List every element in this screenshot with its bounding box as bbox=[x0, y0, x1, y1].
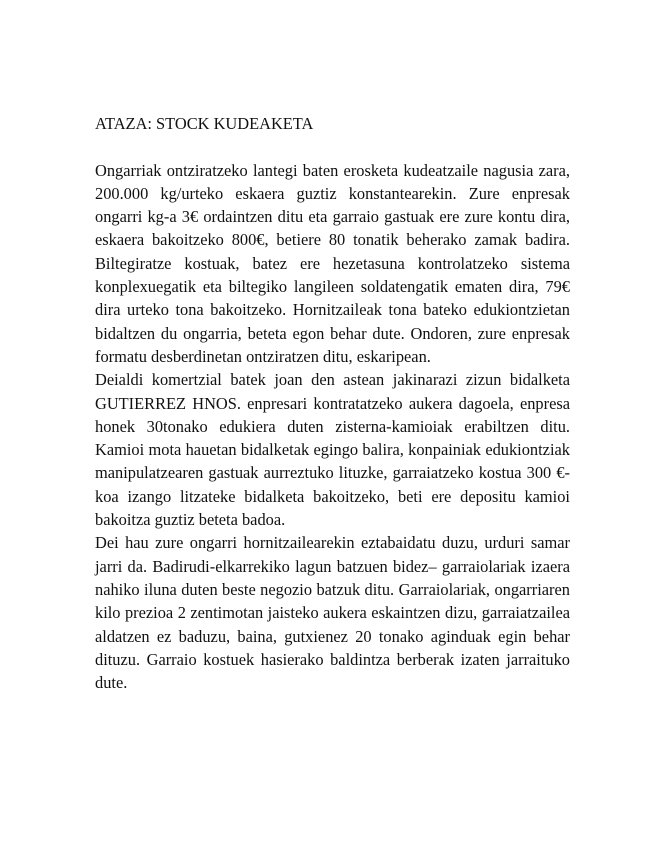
paragraph-transport-offer: Deialdi komertzial batek joan den astean jakinarazi zizun bidalketa GUTIERREZ HNOS. enpresari kontratatzeko aukera dagoela, enpresa honek 30tonako edukiera duten zisterna-kamioiak erabiltzen ditu. Kamioi mota hauetan bidalketak egingo balira, konpainiak edukiontziak manipulatzearen gastuak aurreztuko lituzke, garraiatzeko kostua 300 €-koa izango litzateke bidalketa bakoitzeko, beti ere depositu kamioi bakoitza guztiz beteta badoa. bbox=[95, 370, 570, 530]
paragraph-fertilizer-purchasing: Ongarriak ontziratzeko lantegi baten erosketa kudeatzaile nagusia zara, 200.000 kg/urteko eskaera guztiz konstantearekin. Zure enpresak ongarri kg-a 3€ ordaintzen ditu eta garraio gastuak ere zure kontu dira, eskaera bakoitzeko 800€, betiere 80 tonatik beherako zamak badira. Biltegiratze kostuak, batez ere hezetasuna kontrolatzeko sistema konplexuegatik eta biltegiko langileen soldatengatik ematen dira, 79€ dira urteko tona bakoitzeko. Hornitzaileak tona bateko edukiontzietan bidaltzen du ongarria, beteta egon behar dute. Ondoren, zure enpresak formatu desberdinetan ontziratzen ditu, eskaripean. bbox=[95, 160, 570, 366]
document-title: ATAZA: STOCK KUDEAKETA bbox=[95, 114, 314, 133]
paragraph-supplier-discount: Dei hau zure ongarri hornitzailearekin eztabaidatu duzu, urduri samar jarri da. Badirudi-elkarrekiko lagun batzuen bidez– garraiolariak izaera nahiko iluna duten beste negozio batzuk ditu. Garraiolariak, ongarriaren kilo prezioa 2 zentimotan jaisteko aukera eskaintzen dizu, garraiatzailea aldatzen ez baduzu, baina, gutxienez 20 tonako aginduak egin behar dituzu. Garraio kostuek hasierako baldintza berberak izaten jarraituko dute. bbox=[95, 533, 570, 693]
document-body bbox=[95, 112, 570, 694]
